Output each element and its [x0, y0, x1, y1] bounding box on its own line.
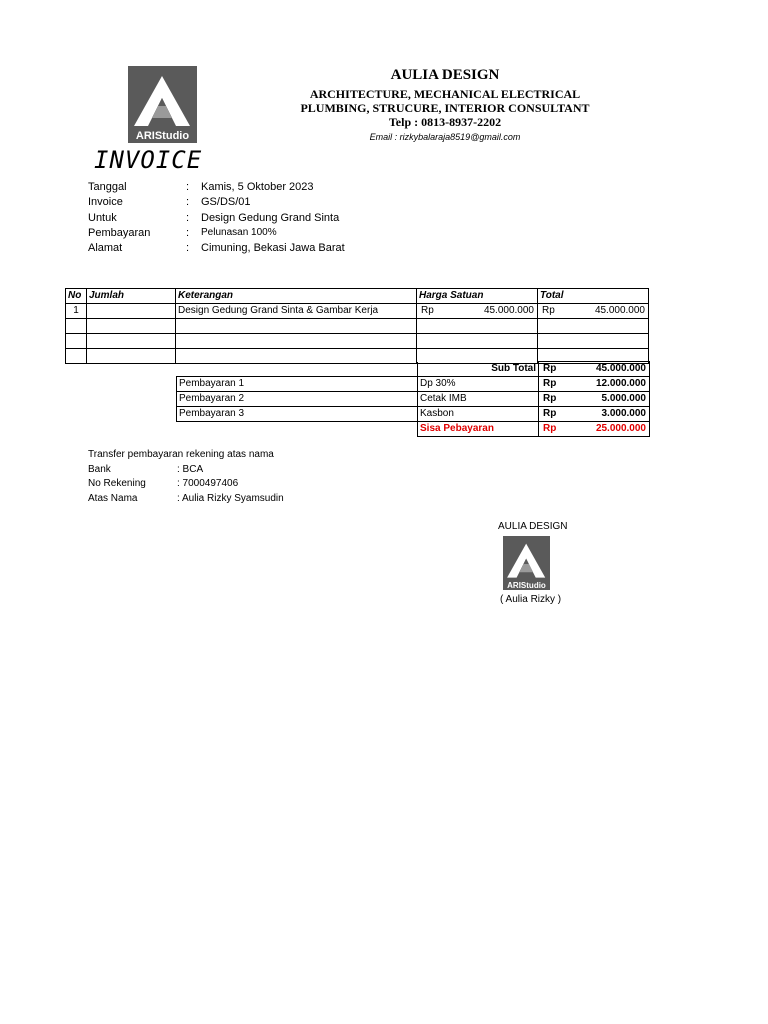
payment-row — [177, 407, 650, 422]
payment-desc: Kasbon — [418, 407, 539, 422]
transfer-account-number: : 7000497406 — [177, 478, 239, 489]
payment-value — [539, 377, 650, 392]
info-label: Pembayaran — [88, 227, 151, 239]
info-label: Invoice — [88, 196, 123, 208]
table-row-empty — [66, 319, 649, 334]
col-header-keterangan: Keterangan — [176, 289, 417, 304]
amount: 25.000.000 — [595, 423, 646, 434]
currency-label: Rp — [421, 305, 434, 316]
transfer-label: Atas Nama — [88, 493, 138, 504]
cell-jumlah — [87, 304, 176, 319]
payment-row — [177, 392, 650, 407]
info-label: Tanggal — [88, 181, 127, 193]
cell-harga — [417, 304, 538, 319]
info-invoice-number: GS/DS/01 — [201, 196, 251, 208]
table-row — [66, 304, 649, 319]
info-colon: : — [186, 242, 190, 254]
payment-desc: Cetak IMB — [418, 392, 539, 407]
invoice-title: INVOICE — [94, 146, 203, 174]
info-colon: : — [186, 227, 190, 239]
subtotal-value — [539, 362, 650, 377]
subtotal-label: Sub Total — [418, 362, 539, 377]
payment-label: Pembayaran 3 — [177, 407, 418, 422]
amount: 45.000.000 — [594, 305, 645, 316]
amount: 45.000.000 — [483, 305, 534, 316]
info-colon: : — [186, 181, 190, 193]
info-payment: Pelunasan 100% — [201, 227, 277, 238]
items-table — [65, 288, 649, 364]
currency-label: Rp — [542, 305, 555, 316]
payment-value — [539, 407, 650, 422]
currency-label: Rp — [543, 423, 557, 434]
company-services-line1: ARCHITECTURE, MECHANICAL ELECTRICAL — [309, 87, 581, 101]
payment-label: Pembayaran 1 — [177, 377, 418, 392]
amount: 45.000.000 — [595, 363, 646, 374]
cell-keterangan: Design Gedung Grand Sinta & Gambar Kerja — [176, 304, 417, 319]
info-date: Kamis, 5 Oktober 2023 — [201, 181, 314, 193]
logo-caption: ARIStudio — [135, 130, 190, 142]
remaining-row — [177, 422, 650, 437]
company-name: AULIA DESIGN — [390, 67, 500, 83]
info-label: Untuk — [88, 212, 117, 224]
amount: 3.000.000 — [601, 408, 646, 419]
transfer-account-name: : Aulia Rizky Syamsudin — [177, 493, 284, 504]
currency-label: Rp — [543, 393, 557, 404]
company-phone: Telp : 0813-8937-2202 — [388, 115, 502, 129]
payment-summary-table — [176, 361, 650, 437]
table-header-row — [66, 289, 649, 304]
cell-total — [538, 304, 649, 319]
currency-label: Rp — [543, 363, 557, 374]
info-address: Cimuning, Bekasi Jawa Barat — [201, 242, 345, 254]
transfer-intro: Transfer pembayaran rekening atas nama — [88, 449, 274, 460]
col-header-harga: Harga Satuan — [417, 289, 538, 304]
transfer-bank: : BCA — [177, 464, 204, 475]
transfer-label: No Rekening — [88, 478, 146, 489]
currency-label: Rp — [543, 408, 557, 419]
info-colon: : — [186, 196, 190, 208]
col-header-jumlah: Jumlah — [87, 289, 176, 304]
payment-desc: Dp 30% — [418, 377, 539, 392]
col-header-total: Total — [538, 289, 649, 304]
payment-row — [177, 377, 650, 392]
currency-label: Rp — [543, 378, 557, 389]
info-recipient: Design Gedung Grand Sinta — [201, 212, 340, 224]
logo-caption: ARIStudio — [507, 581, 546, 590]
amount: 12.000.000 — [595, 378, 646, 389]
amount: 5.000.000 — [601, 393, 646, 404]
company-services-line2: PLUMBING, STRUCURE, INTERIOR CONSULTANT — [300, 101, 590, 115]
signature-person: ( Aulia Rizky ) — [500, 594, 562, 605]
transfer-label: Bank — [88, 464, 111, 475]
payment-label: Pembayaran 2 — [177, 392, 418, 407]
cell-no: 1 — [66, 304, 87, 319]
company-logo — [128, 66, 197, 143]
table-row-empty — [66, 334, 649, 349]
remaining-label: Sisa Pebayaran — [418, 422, 539, 437]
col-header-no: No — [66, 289, 87, 304]
info-label: Alamat — [88, 242, 123, 254]
remaining-value — [539, 422, 650, 437]
subtotal-row — [177, 362, 650, 377]
info-colon: : — [186, 212, 190, 224]
company-email: Email : rizkybalaraja8519@gmail.com — [369, 132, 521, 142]
signature-company: AULIA DESIGN — [498, 521, 568, 532]
signature-logo — [503, 536, 550, 590]
payment-value — [539, 392, 650, 407]
